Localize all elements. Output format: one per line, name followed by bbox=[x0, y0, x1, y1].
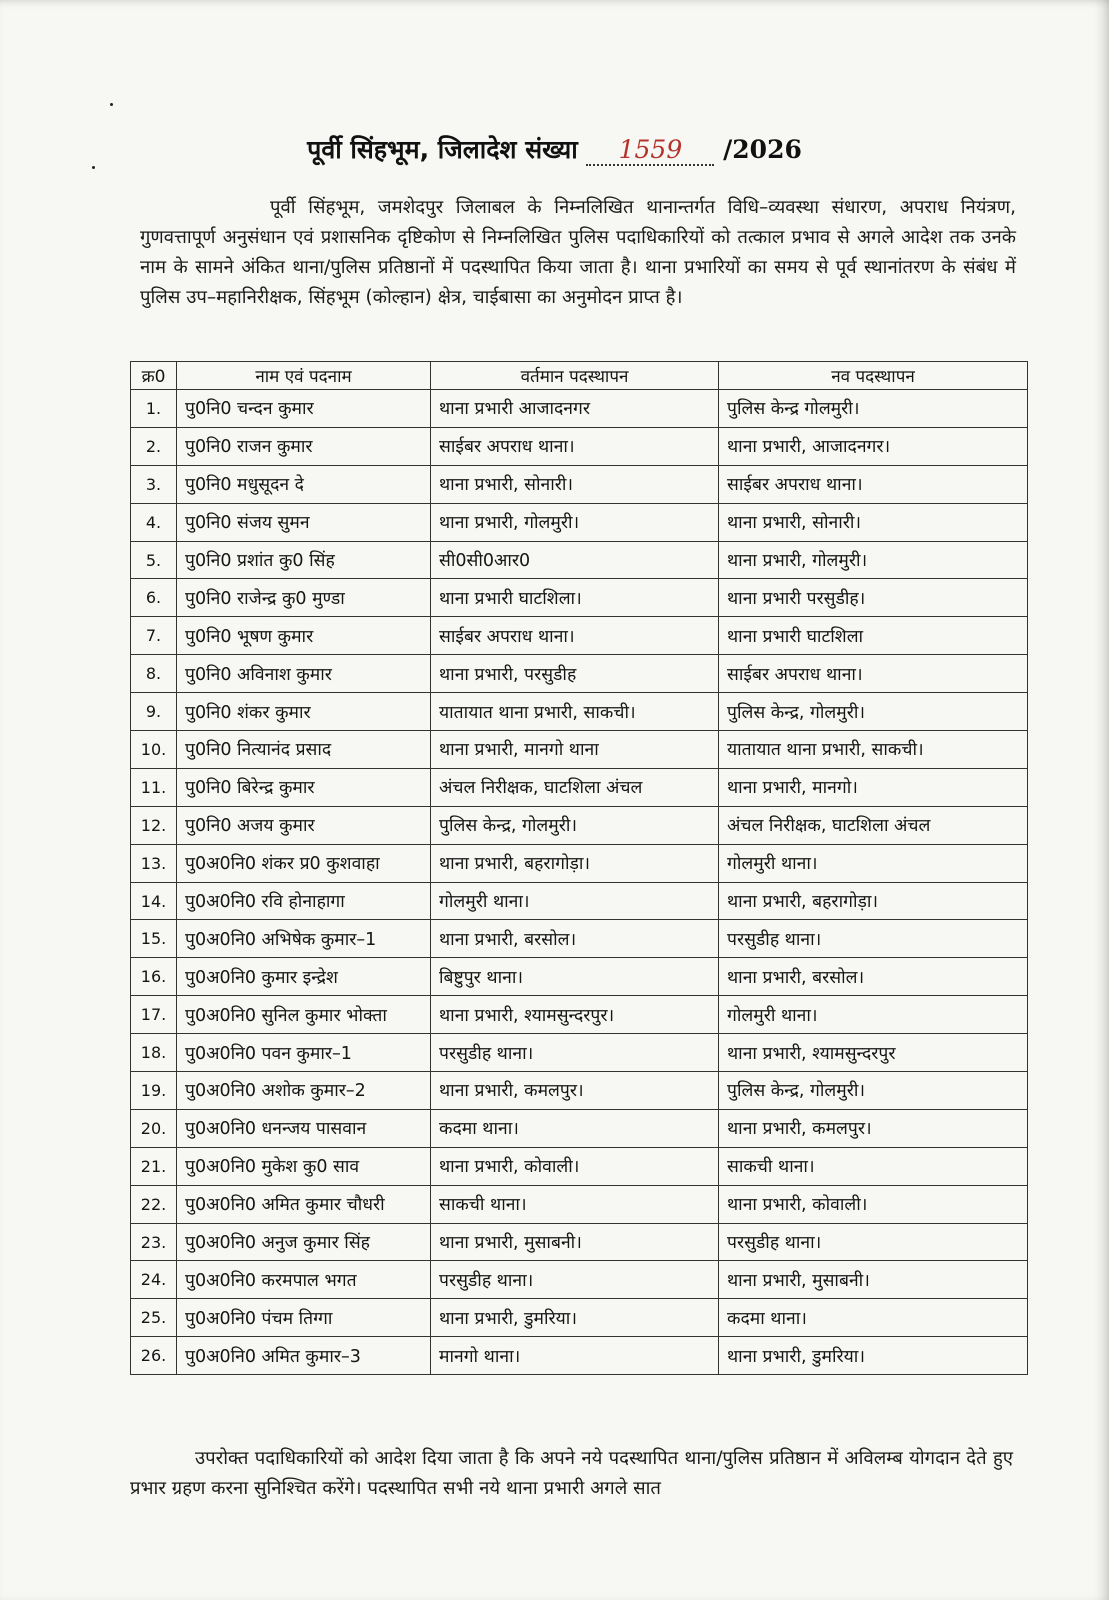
table-row bbox=[131, 617, 1028, 655]
serial-cell: 16. bbox=[131, 958, 177, 996]
scan-speck bbox=[92, 166, 95, 169]
serial-cell: 23. bbox=[131, 1223, 177, 1261]
footer-paragraph: उपरोक्त पदाधिकारियों को आदेश दिया जाता है कि अपने नये पदस्थापित थाना/पुलिस प्रतिष्ठान में अविलम्ब योगदान देते हुए प्रभार ग्रहण करना सुनिश्चित करेंगे। पदस्थापित सभी नये थाना प्रभारी अगले सात bbox=[130, 1448, 1013, 1499]
current-posting-cell: थाना प्रभारी घाटशिला। bbox=[431, 579, 719, 617]
new-posting-cell: थाना प्रभारी परसुडीह। bbox=[719, 579, 1028, 617]
current-posting-cell: थाना प्रभारी, कमलपुर। bbox=[431, 1072, 719, 1110]
transfer-table bbox=[130, 361, 1028, 1375]
serial-cell: 25. bbox=[131, 1299, 177, 1337]
new-posting-cell: थाना प्रभारी, डुमरिया। bbox=[719, 1337, 1028, 1375]
document-title bbox=[0, 132, 1109, 166]
new-posting-cell: साकची थाना। bbox=[719, 1147, 1028, 1185]
current-posting-cell: अंचल निरीक्षक, घाटशिला अंचल bbox=[431, 768, 719, 806]
current-posting-cell: परसुडीह थाना। bbox=[431, 1034, 719, 1072]
table-row bbox=[131, 844, 1028, 882]
new-posting-cell: परसुडीह थाना। bbox=[719, 1223, 1028, 1261]
serial-cell: 5. bbox=[131, 541, 177, 579]
new-posting-cell: साईबर अपराध थाना। bbox=[719, 465, 1028, 503]
serial-cell: 11. bbox=[131, 768, 177, 806]
name-cell: पु0अ0नि0 अमित कुमार चौधरी bbox=[177, 1185, 431, 1223]
name-cell: पु0नि0 अजय कुमार bbox=[177, 806, 431, 844]
name-cell: पु0अ0नि0 अनुज कुमार सिंह bbox=[177, 1223, 431, 1261]
table-row bbox=[131, 1147, 1028, 1185]
table-row bbox=[131, 806, 1028, 844]
serial-cell: 18. bbox=[131, 1034, 177, 1072]
current-posting-cell: सी0सी0आर0 bbox=[431, 541, 719, 579]
name-cell: पु0नि0 संजय सुमन bbox=[177, 503, 431, 541]
name-cell: पु0अ0नि0 कुमार इन्द्रेश bbox=[177, 958, 431, 996]
current-posting-cell: साईबर अपराध थाना। bbox=[431, 617, 719, 655]
table-row bbox=[131, 390, 1028, 428]
table-row bbox=[131, 579, 1028, 617]
name-cell: पु0नि0 बिरेन्द्र कुमार bbox=[177, 768, 431, 806]
current-posting-cell: थाना प्रभारी, बरसोल। bbox=[431, 920, 719, 958]
new-posting-cell: थाना प्रभारी, बहरागोड़ा। bbox=[719, 882, 1028, 920]
current-posting-cell: साकची थाना। bbox=[431, 1185, 719, 1223]
serial-cell: 14. bbox=[131, 882, 177, 920]
order-number: 1559 bbox=[586, 135, 714, 166]
serial-cell: 19. bbox=[131, 1072, 177, 1110]
serial-cell: 4. bbox=[131, 503, 177, 541]
scan-speck bbox=[110, 103, 113, 106]
new-posting-cell: थाना प्रभारी, सोनारी। bbox=[719, 503, 1028, 541]
name-cell: पु0नि0 शंकर कुमार bbox=[177, 693, 431, 731]
name-cell: पु0अ0नि0 अभिषेक कुमार–1 bbox=[177, 920, 431, 958]
table-row bbox=[131, 768, 1028, 806]
name-cell: पु0नि0 प्रशांत कु0 सिंह bbox=[177, 541, 431, 579]
table-row bbox=[131, 693, 1028, 731]
new-posting-cell: साईबर अपराध थाना। bbox=[719, 655, 1028, 693]
serial-cell: 15. bbox=[131, 920, 177, 958]
new-posting-cell: पुलिस केन्द्र गोलमुरी। bbox=[719, 390, 1028, 428]
serial-cell: 7. bbox=[131, 617, 177, 655]
table-row bbox=[131, 958, 1028, 996]
current-posting-cell: थाना प्रभारी, कोवाली। bbox=[431, 1147, 719, 1185]
new-posting-cell: कदमा थाना। bbox=[719, 1299, 1028, 1337]
new-posting-cell: थाना प्रभारी, कोवाली। bbox=[719, 1185, 1028, 1223]
table-header-row bbox=[131, 362, 1028, 390]
serial-cell: 22. bbox=[131, 1185, 177, 1223]
current-posting-cell: साईबर अपराध थाना। bbox=[431, 427, 719, 465]
current-posting-cell: कदमा थाना। bbox=[431, 1109, 719, 1147]
table-row bbox=[131, 1223, 1028, 1261]
intro-paragraph: पूर्वी सिंहभूम, जमशेदपुर जिलाबल के निम्नलिखित थानान्तर्गत विधि–व्यवस्था संधारण, अपराध नियंत्रण, गुणवत्तापूर्ण अनुसंधान एवं प्रशासनिक दृष्टिकोण से निम्नलिखित पुलिस पदाधिकारियों को तत्काल प्रभाव से अगले आदेश तक उनके नाम के सामने अंकित थाना/पुलिस प्रतिष्ठानों में पदस्थापित किया जाता है। थाना प्रभारियों का समय से पूर्व स्थानांतरण के संबंध में पुलिस उप–महानिरीक्षक, सिंहभूम (कोल्हान) क्षेत्र, चाईबासा का अनुमोदन प्राप्त है। bbox=[140, 197, 1016, 308]
name-cell: पु0नि0 अविनाश कुमार bbox=[177, 655, 431, 693]
name-cell: पु0अ0नि0 पंचम तिग्गा bbox=[177, 1299, 431, 1337]
serial-cell: 12. bbox=[131, 806, 177, 844]
new-posting-cell: थाना प्रभारी, आजादनगर। bbox=[719, 427, 1028, 465]
header-current-posting: वर्तमान पदस्थापन bbox=[431, 362, 719, 390]
serial-cell: 3. bbox=[131, 465, 177, 503]
serial-cell: 10. bbox=[131, 731, 177, 769]
order-year: /2026 bbox=[723, 135, 802, 164]
table-body bbox=[131, 390, 1028, 1375]
table-row bbox=[131, 920, 1028, 958]
table-row bbox=[131, 655, 1028, 693]
new-posting-cell: थाना प्रभारी, मुसाबनी। bbox=[719, 1261, 1028, 1299]
name-cell: पु0अ0नि0 अमित कुमार–3 bbox=[177, 1337, 431, 1375]
current-posting-cell: यातायात थाना प्रभारी, साकची। bbox=[431, 693, 719, 731]
name-cell: पु0अ0नि0 अशोक कुमार–2 bbox=[177, 1072, 431, 1110]
current-posting-cell: थाना प्रभारी, डुमरिया। bbox=[431, 1299, 719, 1337]
new-posting-cell: थाना प्रभारी, कमलपुर। bbox=[719, 1109, 1028, 1147]
new-posting-cell: गोलमुरी थाना। bbox=[719, 844, 1028, 882]
name-cell: पु0अ0नि0 धनन्जय पासवान bbox=[177, 1109, 431, 1147]
table-row bbox=[131, 1034, 1028, 1072]
table-row bbox=[131, 1337, 1028, 1375]
current-posting-cell: थाना प्रभारी, मुसाबनी। bbox=[431, 1223, 719, 1261]
name-cell: पु0अ0नि0 पवन कुमार–1 bbox=[177, 1034, 431, 1072]
serial-cell: 6. bbox=[131, 579, 177, 617]
current-posting-cell: गोलमुरी थाना। bbox=[431, 882, 719, 920]
new-posting-cell: अंचल निरीक्षक, घाटशिला अंचल bbox=[719, 806, 1028, 844]
name-cell: पु0अ0नि0 मुकेश कु0 साव bbox=[177, 1147, 431, 1185]
title-prefix: पूर्वी सिंहभूम, जिलादेश संख्या bbox=[307, 135, 578, 164]
serial-cell: 8. bbox=[131, 655, 177, 693]
header-name: नाम एवं पदनाम bbox=[177, 362, 431, 390]
serial-cell: 20. bbox=[131, 1109, 177, 1147]
serial-cell: 24. bbox=[131, 1261, 177, 1299]
name-cell: पु0अ0नि0 शंकर प्र0 कुशवाहा bbox=[177, 844, 431, 882]
header-new-posting: नव पदस्थापन bbox=[719, 362, 1028, 390]
current-posting-cell: थाना प्रभारी, परसुडीह bbox=[431, 655, 719, 693]
new-posting-cell: परसुडीह थाना। bbox=[719, 920, 1028, 958]
table-row bbox=[131, 1109, 1028, 1147]
new-posting-cell: पुलिस केन्द्र, गोलमुरी। bbox=[719, 1072, 1028, 1110]
name-cell: पु0नि0 मधुसूदन दे bbox=[177, 465, 431, 503]
current-posting-cell: थाना प्रभारी आजादनगर bbox=[431, 390, 719, 428]
new-posting-cell: यातायात थाना प्रभारी, साकची। bbox=[719, 731, 1028, 769]
current-posting-cell: बिष्टुपुर थाना। bbox=[431, 958, 719, 996]
header-serial: क्र0 bbox=[131, 362, 177, 390]
table-row bbox=[131, 427, 1028, 465]
table-row bbox=[131, 882, 1028, 920]
current-posting-cell: परसुडीह थाना। bbox=[431, 1261, 719, 1299]
new-posting-cell: पुलिस केन्द्र, गोलमुरी। bbox=[719, 693, 1028, 731]
name-cell: पु0नि0 नित्यानंद प्रसाद bbox=[177, 731, 431, 769]
name-cell: पु0अ0नि0 करमपाल भगत bbox=[177, 1261, 431, 1299]
new-posting-cell: थाना प्रभारी, श्यामसुन्दरपुर bbox=[719, 1034, 1028, 1072]
serial-cell: 1. bbox=[131, 390, 177, 428]
name-cell: पु0नि0 राजेन्द्र कु0 मुण्डा bbox=[177, 579, 431, 617]
table-row bbox=[131, 541, 1028, 579]
current-posting-cell: थाना प्रभारी, मानगो थाना bbox=[431, 731, 719, 769]
serial-cell: 21. bbox=[131, 1147, 177, 1185]
serial-cell: 17. bbox=[131, 996, 177, 1034]
name-cell: पु0नि0 राजन कुमार bbox=[177, 427, 431, 465]
name-cell: पु0नि0 भूषण कुमार bbox=[177, 617, 431, 655]
current-posting-cell: मानगो थाना। bbox=[431, 1337, 719, 1375]
serial-cell: 26. bbox=[131, 1337, 177, 1375]
table-row bbox=[131, 1185, 1028, 1223]
table-row bbox=[131, 465, 1028, 503]
name-cell: पु0नि0 चन्दन कुमार bbox=[177, 390, 431, 428]
serial-cell: 13. bbox=[131, 844, 177, 882]
table-row bbox=[131, 1299, 1028, 1337]
new-posting-cell: थाना प्रभारी, मानगो। bbox=[719, 768, 1028, 806]
table-row bbox=[131, 996, 1028, 1034]
serial-cell: 9. bbox=[131, 693, 177, 731]
new-posting-cell: थाना प्रभारी घाटशिला bbox=[719, 617, 1028, 655]
current-posting-cell: पुलिस केन्द्र, गोलमुरी। bbox=[431, 806, 719, 844]
table-row bbox=[131, 1072, 1028, 1110]
serial-cell: 2. bbox=[131, 427, 177, 465]
new-posting-cell: थाना प्रभारी, बरसोल। bbox=[719, 958, 1028, 996]
new-posting-cell: गोलमुरी थाना। bbox=[719, 996, 1028, 1034]
new-posting-cell: थाना प्रभारी, गोलमुरी। bbox=[719, 541, 1028, 579]
current-posting-cell: थाना प्रभारी, बहरागोड़ा। bbox=[431, 844, 719, 882]
name-cell: पु0अ0नि0 रवि होनाहागा bbox=[177, 882, 431, 920]
current-posting-cell: थाना प्रभारी, सोनारी। bbox=[431, 465, 719, 503]
table-row bbox=[131, 731, 1028, 769]
table-row bbox=[131, 1261, 1028, 1299]
current-posting-cell: थाना प्रभारी, श्यामसुन्दरपुर। bbox=[431, 996, 719, 1034]
name-cell: पु0अ0नि0 सुनिल कुमार भोक्ता bbox=[177, 996, 431, 1034]
current-posting-cell: थाना प्रभारी, गोलमुरी। bbox=[431, 503, 719, 541]
table-row bbox=[131, 503, 1028, 541]
